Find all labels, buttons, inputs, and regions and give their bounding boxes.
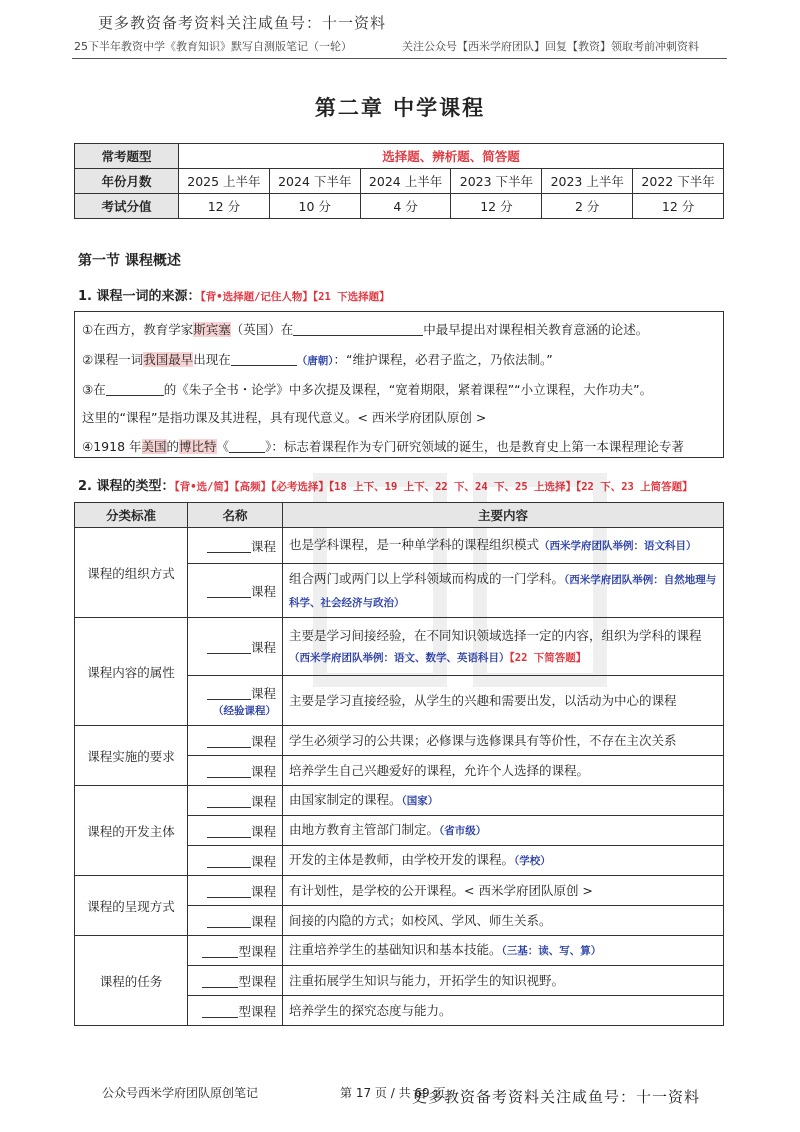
content-cell: 注重拓展学生知识与能力，开拓学生的知识视野。 [283, 966, 724, 996]
content-cell: 主要是学习间接经验，在不同知识领域选择一定的内容，组织为学科的课程（西米学府团队举例：语文、数学、英语科目）【22 下简答题】 [283, 618, 724, 676]
fill-blank[interactable] [207, 885, 251, 898]
year-cell: 2023 上半年 [542, 169, 633, 194]
score-cell: 12 分 [633, 194, 724, 219]
score-cell: 12 分 [451, 194, 542, 219]
fill-blank[interactable] [202, 975, 238, 988]
name-cell: 课程 [188, 846, 283, 876]
footer-left: 公众号西米学府团队原创笔记 [102, 1086, 259, 1100]
col-header: 主要内容 [283, 503, 724, 528]
fill-blank[interactable] [106, 383, 164, 396]
category-cell: 课程的开发主体 [75, 786, 188, 876]
year-cell: 2024 上半年 [360, 169, 451, 194]
name-cell: 课程 [188, 756, 283, 786]
name-cell: 型课程 [188, 966, 283, 996]
score-cell: 2 分 [542, 194, 633, 219]
name-cell: 课程 [188, 618, 283, 676]
year-cell: 2022 下半年 [633, 169, 724, 194]
fill-blank[interactable] [207, 825, 251, 838]
row-label: 考试分值 [75, 194, 179, 219]
category-cell: 课程内容的属性 [75, 618, 188, 726]
fill-blank[interactable] [207, 641, 251, 654]
category-cell: 课程的呈现方式 [75, 876, 188, 936]
category-cell: 课程的任务 [75, 936, 188, 1026]
point2-tags: 【背•选/简】【高频】【必考选择】【18 上下、19 上下、22 下、24 下、25 上选择】【22 下、23 上简答题】 [174, 481, 693, 493]
fill-blank[interactable] [207, 765, 251, 778]
score-cell: 4 分 [360, 194, 451, 219]
name-cell: 课程 （经验课程） [188, 676, 283, 726]
content-cell: 间接的内隐的方式；如校风、学风、师生关系。 [283, 906, 724, 936]
fill-blank[interactable] [229, 440, 265, 453]
header-right: 关注公众号【西米学府团队】回复【教资】领取考前冲刺资料 [402, 40, 699, 53]
col-header: 分类标准 [75, 503, 188, 528]
content-cell: 也是学科课程，是一种单学科的课程组织模式（西米学府团队举例：语文科目） [283, 528, 724, 564]
col-header: 名称 [188, 503, 283, 528]
origin-line-1: ①在西方，教育学家斯宾塞（英国）在 中最早提出对课程相关教育意涵的论述。 [82, 322, 649, 337]
fill-blank[interactable] [207, 687, 251, 700]
promo-top: 更多教资备考资料关注咸鱼号：十一资料 [98, 14, 387, 32]
category-cell: 课程的组织方式 [75, 528, 188, 618]
fill-blank[interactable] [202, 1005, 238, 1018]
content-cell: 开发的主体是教师，由学校开发的课程。（学校） [283, 846, 724, 876]
point1-heading [78, 285, 390, 304]
course-types-table [74, 502, 724, 1026]
name-cell: 课程 [188, 528, 283, 564]
content-cell: 由地方教育主管部门制定。（省市级） [283, 816, 724, 846]
content-cell: 学生必须学习的公共课；必修课与选修课具有等价性，不存在主次关系 [283, 726, 724, 756]
content-cell: 由国家制定的课程。（国家） [283, 786, 724, 816]
section-heading: 第一节 课程概述 [78, 253, 181, 269]
content-cell: 培养学生自己兴趣爱好的课程，允许个人选择的课程。 [283, 756, 724, 786]
page-number: 第 17 页 / 共 69 页 [340, 1086, 446, 1100]
name-cell: 课程 [188, 564, 283, 618]
name-cell: 课程 [188, 816, 283, 846]
year-cell: 2025 上半年 [179, 169, 270, 194]
fill-blank[interactable] [207, 855, 251, 868]
content-cell: 培养学生的探究态度与能力。 [283, 996, 724, 1026]
fill-blank[interactable] [293, 323, 423, 336]
fill-blank[interactable] [231, 353, 297, 366]
page-title: 第二章 中学课程 [314, 96, 486, 120]
origin-line-4: 这里的“课程”是指功课及其进程，具有现代意义。< 西米学府团队原创 > [82, 410, 487, 425]
question-types: 选择题、辨析题、简答题 [179, 144, 724, 169]
name-cell: 课程 [188, 876, 283, 906]
name-cell: 型课程 [188, 936, 283, 966]
header-divider [72, 58, 727, 59]
category-cell: 课程实施的要求 [75, 726, 188, 786]
fill-blank[interactable] [202, 945, 238, 958]
point1-label: 1. 课程一词的来源： [78, 289, 201, 304]
score-cell: 10 分 [269, 194, 360, 219]
content-cell: 注重培养学生的基础知识和基本技能。（三基：读、写、算） [283, 936, 724, 966]
year-cell: 2024 下半年 [269, 169, 360, 194]
header-left: 25下半年教资中学《教育知识》默写自测版笔记（一轮） [74, 40, 352, 53]
promo-bottom: 更多教资备考资料关注咸鱼号：十一资料 [412, 1088, 701, 1106]
origin-line-2: ②课程一词我国最早出现在 （唐朝）：“维护课程，必君子监之，乃依法制。” [82, 352, 553, 367]
fill-blank[interactable] [207, 585, 251, 598]
name-cell: 课程 [188, 906, 283, 936]
point2-label: 2. 课程的类型： [78, 479, 175, 494]
score-cell: 12 分 [179, 194, 270, 219]
year-cell: 2023 下半年 [451, 169, 542, 194]
name-cell: 课程 [188, 726, 283, 756]
name-cell: 型课程 [188, 996, 283, 1026]
name-cell: 课程 [188, 786, 283, 816]
fill-blank[interactable] [207, 735, 251, 748]
row-label: 常考题型 [75, 144, 179, 169]
content-cell: 主要是学习直接经验，从学生的兴趣和需要出发，以活动为中心的课程 [283, 676, 724, 726]
fill-blank[interactable] [207, 540, 251, 553]
content-cell: 组合两门或两门以上学科领域而构成的一门学科。（西米学府团队举例：自然地理与科学、社会经济与政治） [283, 564, 724, 618]
fill-blank[interactable] [207, 915, 251, 928]
point1-tags: 【背•选择题/记住人物】【21 下选择题】 [200, 291, 390, 303]
exam-table [74, 143, 724, 219]
row-label: 年份月数 [75, 169, 179, 194]
origin-line-5: ④1918 年美国的博比特《 》：标志着课程作为专门研究领域的诞生，也是教育史上第一本课程理论专著 [82, 439, 684, 454]
fill-blank[interactable] [207, 795, 251, 808]
content-cell: 有计划性，是学校的公开课程。< 西米学府团队原创 > [283, 876, 724, 906]
origin-line-3: ③在 的《朱子全书・论学》中多次提及课程，“宽着期限，紧着课程”“小立课程，大作功夫”。 [82, 382, 653, 397]
